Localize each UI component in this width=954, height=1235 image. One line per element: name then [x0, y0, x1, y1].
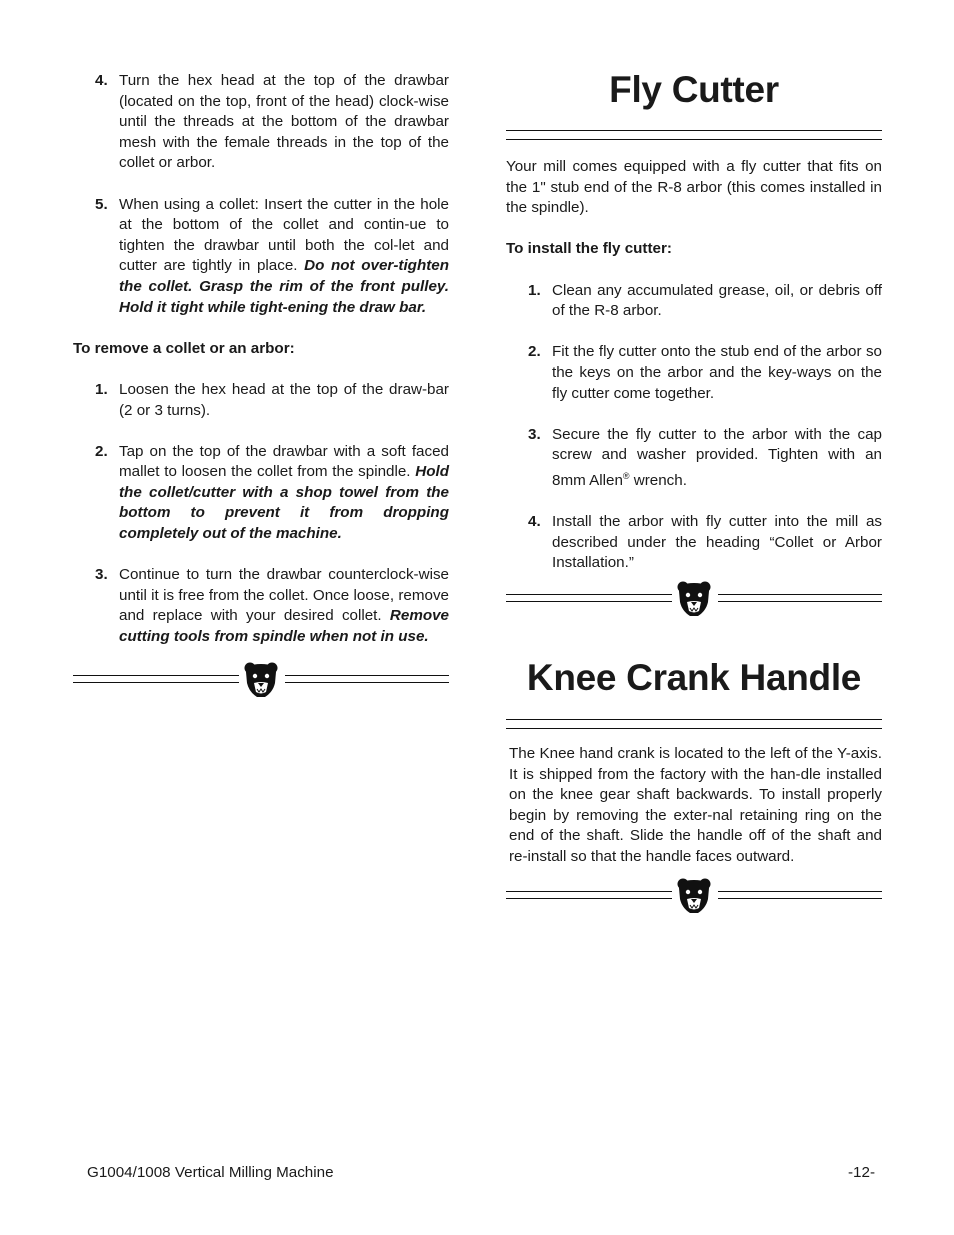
step-number: 2.	[95, 442, 108, 460]
step-item	[95, 380, 449, 421]
section-divider	[73, 661, 449, 699]
step-number: 1.	[528, 281, 541, 299]
step-text	[552, 425, 882, 492]
step-text: Fit the fly cutter onto the stub end of the arbor so the keys on the arbor and the key-ways on the fly cutter come together.	[552, 343, 882, 402]
step-number: 3.	[95, 566, 108, 584]
section-divider	[506, 877, 882, 915]
step-item	[528, 425, 882, 492]
step-item	[95, 442, 449, 545]
step-plain-text: When using a collet: Insert the cutter in the hole at the bottom of the collet and contin-ue to tighten the drawbar until both the col-let and cutter are tightly in place.	[119, 195, 449, 275]
step-text: Install the arbor with fly cutter into the mill as described under the heading “Collet or Arbor Installation.”	[552, 513, 882, 572]
bear-head-icon	[243, 661, 279, 699]
page-number: -12-	[848, 1164, 876, 1181]
step-number: 5.	[95, 195, 108, 213]
step-number: 4.	[528, 513, 541, 531]
step-warning: Do not over-tighten the collet. Grasp the rim of the front pulley. Hold it tight while tight-ening the draw bar.	[119, 257, 449, 316]
knee-crank-text: The Knee hand crank is located to the left of the Y-axis. It is shipped from the factory with the han-dle installed on the knee gear shaft backwards. To install properly begin by removing the exter-nal retaining ring on the end of the shaft. Slide the handle off of the shaft and re-install so that the handle faces outward.	[509, 744, 882, 865]
section-divider	[506, 580, 882, 618]
step-item	[95, 565, 449, 647]
step-number: 3.	[528, 425, 541, 443]
registered-mark: ®	[622, 470, 630, 481]
bear-head-icon	[676, 580, 712, 618]
right-column	[506, 66, 882, 915]
step-item	[95, 195, 449, 319]
title-rule	[506, 130, 882, 140]
left-column	[73, 71, 449, 699]
step-plain-text: wrench.	[629, 471, 687, 489]
step-item	[95, 71, 449, 174]
step-text	[119, 195, 449, 319]
step-item	[528, 281, 882, 322]
step-item	[528, 342, 882, 404]
step-plain-text: Secure the fly cutter to the arbor with the cap screw and washer provided. Tighten with an 8mm Allen	[552, 425, 882, 489]
remove-collet-heading: To remove a collet or an arbor:	[73, 339, 295, 357]
step-warning: Remove cutting tools from spindle when not in use.	[119, 607, 449, 646]
step-warning: Hold the collet/cutter with a shop towel from the bottom to prevent it from dropping completely out of the machine.	[119, 463, 449, 543]
fly-cutter-intro: Your mill comes equipped with a fly cutter that fits on the 1" stub end of the R-8 arbor (this comes installed in the spindle).	[506, 158, 882, 217]
fly-cutter-title: Fly Cutter	[609, 69, 779, 110]
install-fly-cutter-heading: To install the fly cutter:	[506, 240, 672, 258]
step-plain-text: Tap on the top of the drawbar with a soft faced mallet to loosen the collet from the spindle.	[119, 442, 449, 481]
step-number: 4.	[95, 72, 108, 89]
step-text: Loosen the hex head at the top of the draw-bar (2 or 3 turns).	[119, 380, 449, 419]
step-text: Turn the hex head at the top of the drawbar (located on the top, front of the head) clock-wise until the threads at the bottom of the drawbar mesh with the female threads in the top of the collet or arbor.	[119, 72, 449, 172]
step-number: 2.	[528, 343, 541, 361]
bear-head-icon	[676, 877, 712, 915]
step-text	[119, 565, 449, 647]
step-plain-text: Continue to turn the drawbar counterclock-wise until it is free from the collet. Once loose, remove and replace with your desired collet.	[119, 566, 449, 625]
step-text	[119, 442, 449, 545]
footer-model: G1004/1008 Vertical Milling Machine	[87, 1164, 334, 1181]
knee-crank-title: Knee Crank Handle	[526, 656, 862, 698]
step-text: Clean any accumulated grease, oil, or debris off of the R-8 arbor.	[552, 281, 882, 320]
step-number: 1.	[95, 380, 108, 398]
title-rule	[506, 719, 882, 729]
step-item	[528, 512, 882, 574]
